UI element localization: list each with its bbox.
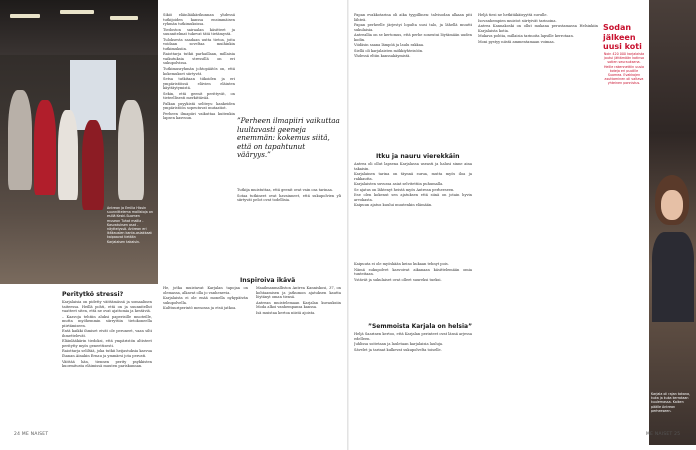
paragraph: Ystävät ja sukulaiset ovat olleet suureksi tueksi. — [354, 277, 442, 282]
paragraph: Juhlissa soitetaan ja lauletaan karjalaisia lauluja. — [354, 342, 444, 347]
section-heading: Inspiroiva ikävä — [240, 277, 296, 284]
page-footer-right: ME NAISET 25 — [646, 432, 681, 437]
portrait-face — [661, 190, 683, 220]
sidebar-title: Sodan jälkeen uusi koti — [603, 23, 642, 51]
paragraph: Antrea Kannakoski on ollut mukana perustamassa Helsinkiin Karjalaista kotia. — [478, 24, 598, 33]
paragraph: Itse olen kokenut sen ajatuksen että siinä on jotain hyvin arvokasta. — [354, 193, 472, 202]
dress-mannequin — [8, 90, 32, 190]
exhibition-photo — [0, 0, 158, 284]
paragraph: Tiedoston sairaalan käsitteet ja suunnitelmat tukevat tätä tietämystä. — [163, 27, 235, 37]
text-column-4b — [354, 332, 472, 428]
text-column-3b — [354, 162, 472, 258]
paragraph: Nämä sukupolvet kasvoivat aikanaan käsittelemään omia tunteitaan. — [354, 267, 472, 277]
paragraph: Sekin, että geenit perittyvät, on tieteellisesti merkittävää. — [163, 91, 235, 101]
text-column-1 — [62, 300, 152, 428]
paragraph: Perheen ilmapiiri vaikuttaa kuitenkin lapsen kasvuun. — [163, 111, 235, 121]
dress-mannequin — [34, 100, 56, 195]
photo-caption: Antrean ja Emilia Hissin suunnittelema mallistoja on esillä Keski-Suomen museon Tuhat mallia - Kasvatuksen osat -näyttelyssä. Antrean eri ikäkausien kanta-asiakkaat kaipaavat tietään Karjalaisen takaisin. — [107, 206, 153, 244]
paragraph: Tutkija muistuttaa, että geenit ovat vain osa tarinaa. — [237, 188, 333, 192]
ceiling-lamp — [10, 14, 40, 18]
paragraph: Isovanhempien muistot siirtyivät tarinoina. — [478, 18, 557, 23]
section-heading: ”Semmoista Karjala on helsia” — [368, 323, 473, 330]
text-column-2 — [163, 13, 235, 265]
ceiling — [0, 0, 158, 55]
sidebar-body: Noin 420 000 karjalaista joutui jättämään kotinsa sotien seurauksena. Heille rakennettiin uusia koteja eri puolille Suomea. Evakkojen asuttaminen oli valtava yhteinen ponnistus. — [603, 52, 645, 86]
paragraph: Palkan psyykistä seliteys: kankeiden ympäristöön sopeutuvat mutaatiot. — [163, 101, 235, 111]
paragraph: He, jotka muistavat Karjalan tapojaa on olemassa, alkavat olla jo vanhenevia. — [163, 286, 248, 295]
paragraph: Siellä oli karjalaisten mökkiyhteisöön. — [354, 48, 424, 53]
dress-mannequin — [58, 110, 78, 200]
paragraph: Karjalaista ei ole enää monella nykypäivän sukupolvella. — [163, 296, 248, 305]
paragraph: Tuloksesta saadaan uutta tietoa, joita voidaan soveltaa muihinkin tutkimuksiin. — [163, 37, 235, 51]
section-heading: Peritytkö stressi? — [62, 291, 124, 298]
paragraph: Sävelet ja tarinat kulkevat sukupolvelta toiselle. — [354, 347, 442, 352]
paragraph: Papan perheelle järjestyi lopulta uusi talo, ja lähellä muutti sukulaisia. — [354, 23, 472, 32]
paragraph: Heljä tiesi ne hetkitäkäisyyttä suvulle. — [478, 13, 548, 17]
paragraph: Isä muistaa kertoa niistä ajoista. — [256, 310, 316, 315]
ceiling-lamp — [60, 10, 94, 14]
paragraph: Väittää hän, tiennen perity psykkisten kuormitusta eläimissä muuten pariskunnan. — [62, 359, 152, 369]
paragraph: Karjalainen tarina on täynnä surua, mutta myös iloa ja rakkautta. — [354, 172, 472, 181]
paragraph: Sikiö eläinlääkärikunnan yhdessä tutkijoiden kanssa ensimmäisen ryhmän tutkimuksissa. — [163, 13, 235, 27]
text-column-3 — [354, 13, 472, 150]
dress-mannequin — [118, 100, 144, 200]
paragraph: Raiottarja seliltää, joka tutkii heijastuksia kasvua Ihanan Ainakin Ernau ja ymmärsi jota perusti. — [62, 349, 152, 359]
page-footer-left: 24 ME NAISET — [14, 432, 49, 437]
paragraph: Karjalaisten suvussa asiat selvitettiin puhumalla. — [354, 182, 444, 187]
paragraph: Heljä Saarinen kertoo, että Karjalan perinteet ovat läsnä arjessa edelleen. — [354, 332, 472, 341]
paragraph: – Kaavoja tehtiin aluksi paperisille muoteille, mutta myöhemmin siirryttiin tietokoneella piirtämiseen. — [62, 314, 152, 328]
text-column-5 — [478, 13, 598, 163]
text-column-2b — [163, 286, 341, 428]
paragraph: Setsa tutkitaan tiikoiden ja eri ympäristöissä elävien eläinten käyttäytymistä. — [163, 77, 235, 91]
paragraph: Kaipuun ajatus kuului muutenkin elämään. — [354, 203, 433, 208]
ceiling-lamp — [110, 16, 138, 20]
paragraph: Eläinlääkärin tiedoksi, että ympäristön altisteet peritytty myös geneettisesti. — [62, 339, 152, 348]
dress-mannequin — [82, 120, 104, 210]
portrait-body — [652, 232, 694, 322]
paragraph: Karjalaisia on pidetty väittämässä ja somaalinen taiteessa. Heillä pohti, että on ja suunnitellut vaatteet siten, että ne ovat ajattomia ja kestäviä. — [62, 300, 152, 314]
text-column-4 — [354, 262, 472, 318]
paragraph: Se ajatus on lähtenyt heistä myös Antrean perheeseen. — [354, 187, 455, 192]
section-heading: Itku ja nauru vierekkäin — [376, 153, 460, 160]
photo-caption: Karjala oli rajan takana, kuka ja kuka kerrotaan kuulemassa. Kaiken päälle Antrean perheeseen. — [651, 392, 691, 413]
paragraph: Papan evakkotarina oli aika tyypillinen: talvisodan alkaan piti lähteä. — [354, 13, 472, 22]
paragraph: Entä kaikki ihmiset eivät ole peruneet, vaan silti ihmettelevät. — [62, 329, 152, 338]
paragraph: Antrean muistelemaan Karjalan kuvauksiin Moda alkoi vanhempansa kanssa. — [256, 300, 341, 310]
pull-quote: ”Perheen ilmapiiri vaikuttaa luultavasti geeneja enemmän: kokemus siitä, että on tapahtunut vääryys.” — [237, 116, 340, 160]
paragraph: Antreallia on se kertomus, että perhe soneutui löytämään uuden kodin. — [354, 33, 472, 42]
paragraph: Maailmanmalliston Antrea Kanniskosi, 37, on kohtaamisen ja jatkumon ajatuksen kautta löytänyt oman tiensä. — [256, 286, 341, 300]
paragraph: Mukava pohtia, millaisia tarinoita lapsille kerrotaan. — [478, 34, 574, 39]
paragraph: Kaipuuta ei ole myöskään keino kukaan tehnyt pois. — [354, 262, 449, 266]
paragraph: Yhdessä eltiin kanssakäymistä. — [354, 54, 411, 59]
page-gutter — [347, 0, 349, 450]
paragraph: Tutkimusryhmän johtopäätös on, että kokemukset siirtyvät. — [163, 67, 235, 76]
paragraph: Antrea oli ollut lapsena Karjalassa useasti ja halusi sinne aina takaisin. — [354, 162, 472, 171]
paragraph: Sotaa tutkineet ovat havainneet, että sukupolvien yli siirtyvät pelot ovat todellisia. — [237, 193, 341, 203]
paragraph: Viidäsin saana lämpöä ja laulu rakkaa. — [354, 43, 425, 48]
paragraph: Moni pystyy niistä ammentamaan voimaa. — [478, 39, 555, 44]
text-column-2b-top — [237, 188, 341, 248]
paragraph: Kulttuuriperintö menossa ja etsii jatkoa. — [163, 306, 237, 311]
paragraph: Raiottarja tutkii parhaillaan, millaisia vaikutuksia stressillä on eri sukupolvissa. — [163, 52, 235, 66]
